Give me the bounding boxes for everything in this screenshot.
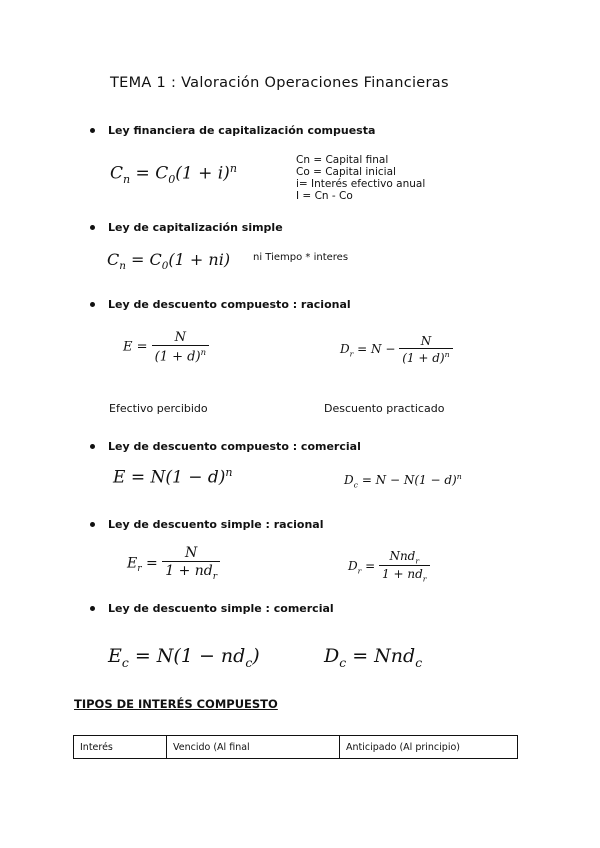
formula-cap-simple: $C_n = C_0(1 + ni)$	[107, 250, 231, 273]
bullet-icon	[90, 444, 95, 449]
page-title: TEMA 1 : Valoración Operaciones Financieras	[110, 75, 449, 91]
table-cell: Vencido (Al final	[167, 736, 340, 759]
formula-dcto-simple-racional-D: $D_r$ = $\frac{Nnd_r}{1 + nd_r}$	[348, 549, 430, 584]
caption-efectivo: Efectivo percibido	[109, 402, 208, 415]
bullet-icon	[90, 302, 95, 307]
table-row	[74, 736, 518, 759]
note-simple: ni Tiempo * interes	[253, 252, 349, 263]
section-heading	[90, 518, 323, 531]
legend-line: I = Cn - Co	[296, 190, 353, 202]
formula-dcto-simple-comercial-E: $E_c = N(1 - nd_c)$	[108, 645, 260, 670]
section-heading	[90, 440, 361, 453]
caption-descuento: Descuento practicado	[324, 402, 445, 415]
bullet-icon	[90, 606, 95, 611]
section-label: Ley de descuento compuesto : racional	[108, 298, 351, 311]
formula-dcto-comp-comercial-D: $D_c = N - N(1 - d)^n$	[344, 472, 462, 490]
section-heading	[90, 221, 283, 234]
formula-dcto-comp-racional-E: E = $\frac{N}{(1 + d)^n}$	[123, 330, 209, 364]
section-heading	[90, 124, 375, 137]
table-cell: Interés	[74, 736, 167, 759]
section-heading	[90, 298, 351, 311]
section-title: TIPOS DE INTERÉS COMPUESTO	[74, 697, 278, 711]
section-label: Ley financiera de capitalización compuesta	[108, 124, 376, 137]
formula-cap-compuesta: $C_n = C_0(1 + i)^n$	[110, 162, 237, 187]
section-label: Ley de descuento simple : comercial	[108, 602, 334, 615]
section-label: Ley de capitalización simple	[108, 221, 283, 234]
section-label: Ley de descuento simple : racional	[108, 518, 324, 531]
interest-table	[73, 735, 518, 759]
formula-dcto-simple-racional-E: $E_r$ = $\frac{N}{1 + nd_r}$	[127, 545, 220, 582]
legend-line: i= Interés efectivo anual	[296, 178, 426, 190]
legend-line: Cn = Capital final	[296, 154, 389, 166]
formula-dcto-comp-comercial-E: $E = N(1 - d)^n$	[113, 466, 233, 488]
section-label: Ley de descuento compuesto : comercial	[108, 440, 361, 453]
legend	[296, 154, 425, 202]
bullet-icon	[90, 128, 95, 133]
section-heading	[90, 602, 334, 615]
bullet-icon	[90, 225, 95, 230]
formula-dcto-comp-racional-D: $D_r = N$ − $\frac{N}{(1 + d)^n}$	[340, 334, 453, 365]
table-cell: Anticipado (Al principio)	[340, 736, 518, 759]
legend-line: Co = Capital inicial	[296, 166, 396, 178]
bullet-icon	[90, 522, 95, 527]
formula-dcto-simple-comercial-D: $D_c = Nnd_c$	[324, 645, 423, 670]
